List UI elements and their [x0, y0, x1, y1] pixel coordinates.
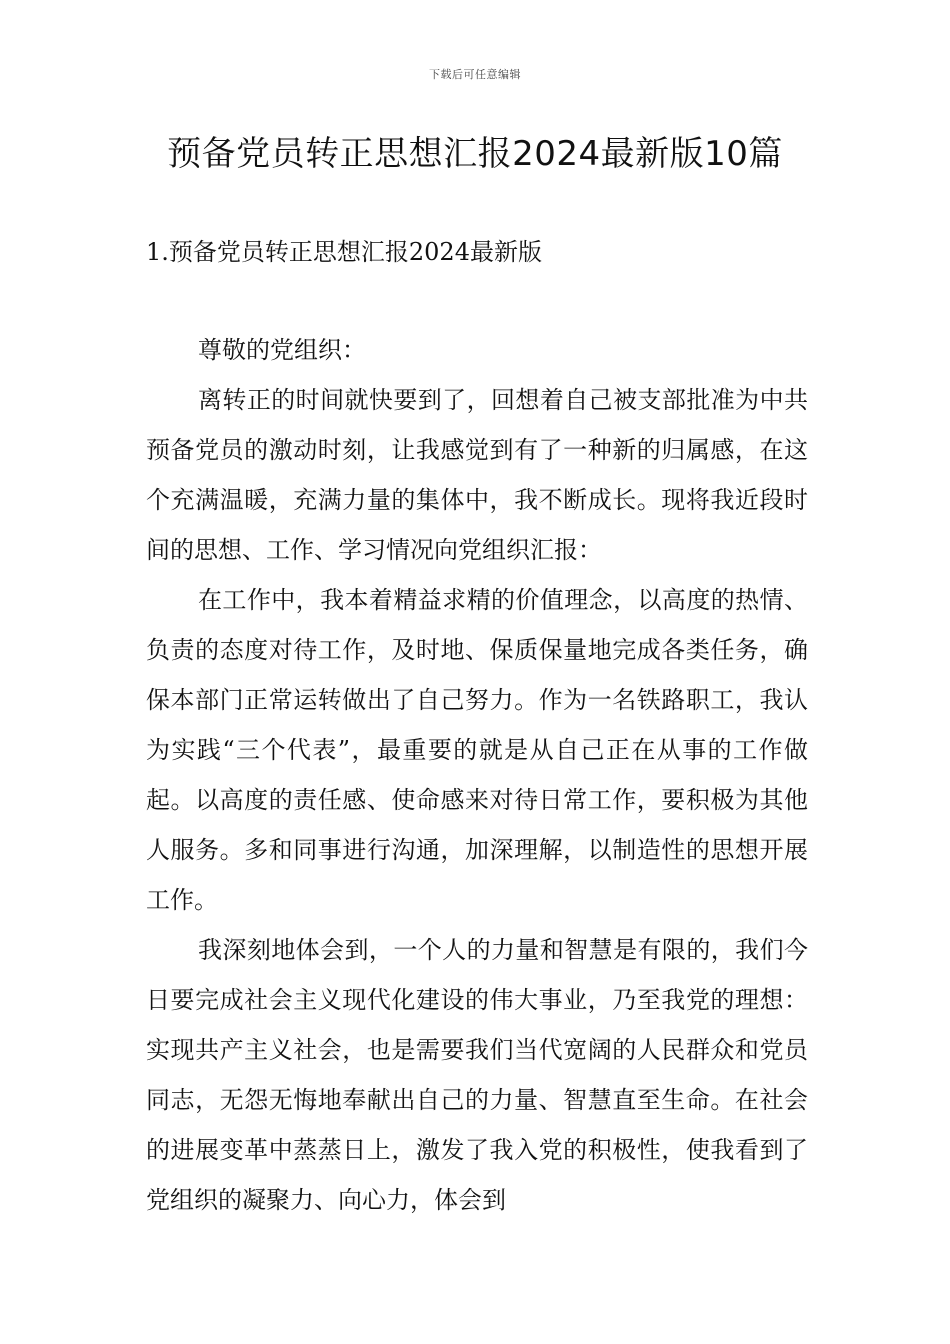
- greeting: 尊敬的党组织：: [198, 336, 366, 364]
- paragraph: 离转正的时间就快要到了，回想着自己被支部批准为中共预备党员的激动时刻，让我感觉到有了一种新的归属感，在这个充满温暖，充满力量的集体中，我不断成长。现将我近段时间的思想、工作、学习情况向党组织汇报：: [146, 386, 808, 564]
- header-note: 下载后可任意编辑: [429, 68, 521, 81]
- paragraph: 在工作中，我本着精益求精的价值理念，以高度的热情、负责的态度对待工作，及时地、保质保量地完成各类任务，确保本部门正常运转做出了自己努力。作为一名铁路职工，我认为实践“三个代表”，最重要的就是从自己正在从事的工作做起。以高度的责任感、使命感来对待日常工作，要积极为其他人服务。多和同事进行沟通，加深理解，以制造性的思想开展工作。: [146, 586, 808, 914]
- section-heading: 1.预备党员转正思想汇报2024最新版: [146, 238, 542, 266]
- document-body: [146, 325, 808, 1225]
- paragraph: 我深刻地体会到，一个人的力量和智慧是有限的，我们今日要完成社会主义现代化建设的伟大事业，乃至我党的理想：实现共产主义社会，也是需要我们当代宽阔的人民群众和党员同志，无怨无悔地奉献出自己的力量、智慧直至生命。在社会的进展变革中蒸蒸日上，激发了我入党的积极性，使我看到了党组织的凝聚力、向心力，体会到: [146, 936, 808, 1214]
- document-title: 预备党员转正思想汇报2024最新版10篇: [167, 134, 783, 174]
